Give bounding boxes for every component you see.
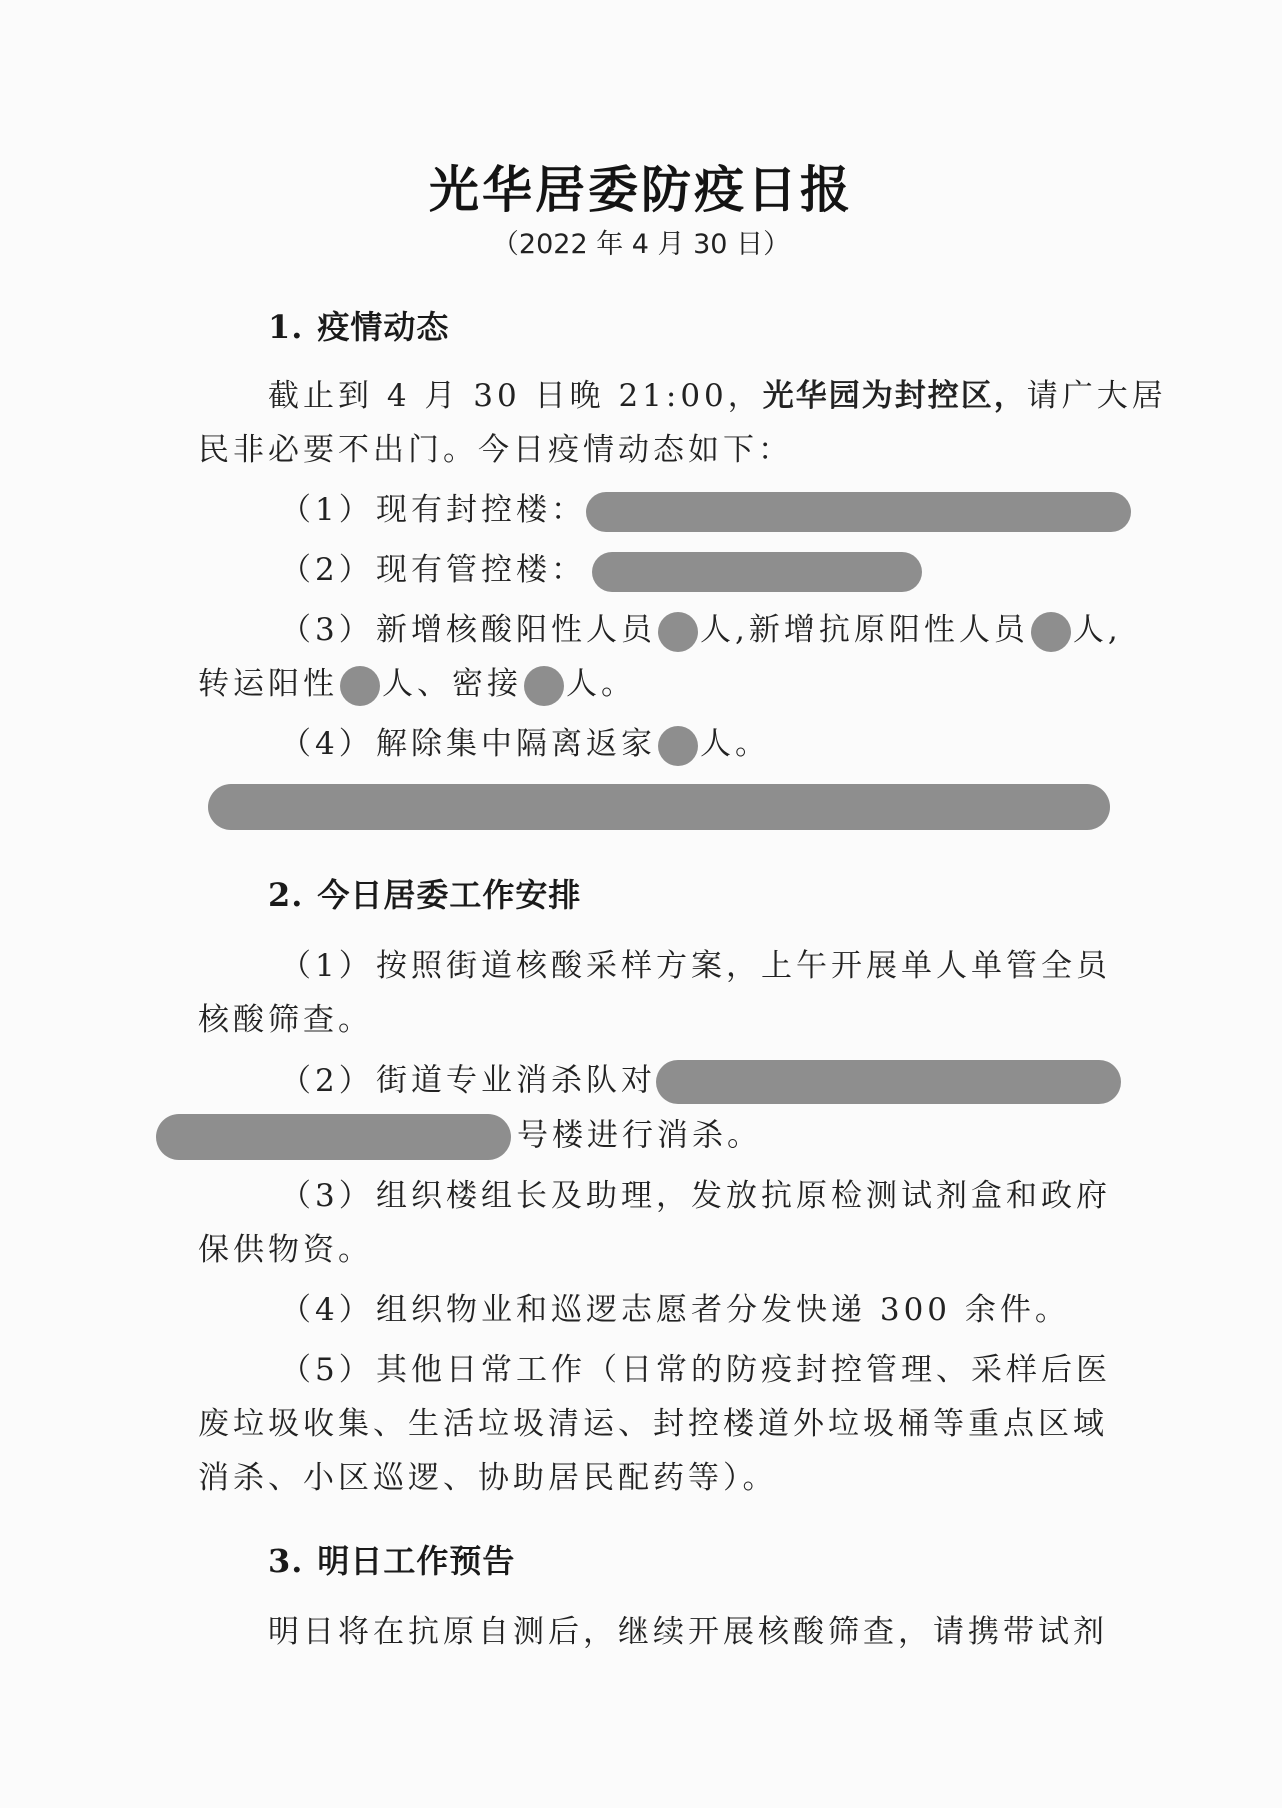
- redaction-dot: [524, 666, 564, 706]
- s2-item-3-text-a: 组织楼组长及助理，发放抗原检测试剂盒和政府: [376, 1178, 1111, 1214]
- section-2-title: 今日居委工作安排: [317, 876, 582, 914]
- section-3-title: 明日工作预告: [317, 1542, 516, 1580]
- s1-item-3-text-e: 人、密接: [382, 666, 522, 702]
- s1-p1-text-a: 截止到 4 月 30 日晚 21:00，: [268, 378, 763, 414]
- document-title: 光华居委防疫日报: [429, 161, 853, 219]
- s1-paragraph-line-1: [268, 376, 1167, 416]
- s1-item-4-text-a: 解除集中隔离返家: [376, 726, 656, 762]
- s1-item-3-index: （3）: [280, 612, 374, 648]
- s2-item-4-text-a: 组织物业和巡逻志愿者分发快递 300 余件。: [376, 1292, 1070, 1328]
- s2-item-3-index: （3）: [280, 1178, 374, 1214]
- s2-item-5-line-3: 消杀、小区巡逻、协助居民配药等）。: [198, 1460, 778, 1496]
- s1-item-2-index: （2）: [280, 552, 374, 588]
- s2-item-1-line-2: 核酸筛查。: [198, 1002, 373, 1038]
- document-date: （2022 年 4 月 30 日）: [491, 229, 791, 260]
- s2-item-1-text-a: 按照街道核酸采样方案，上午开展单人单管全员: [376, 948, 1111, 984]
- s2-item-3-line-2: 保供物资。: [198, 1232, 373, 1268]
- s1-item-1-text: 现有封控楼：: [376, 492, 586, 528]
- s2-item-4-index: （4）: [280, 1292, 374, 1328]
- s2-item-5-line-2: 废垃圾收集、生活垃圾清运、封控楼道外垃圾桶等重点区域: [198, 1406, 1108, 1442]
- s2-item-5-line-1: [280, 1350, 1111, 1390]
- s1-item-4-index: （4）: [280, 726, 374, 762]
- s1-item-3-text-c: 人,: [1072, 612, 1122, 648]
- s1-item-2-text: 现有管控楼：: [376, 552, 586, 588]
- s1-item-3-text-f: 人。: [566, 666, 636, 702]
- redaction-mark: [586, 492, 1131, 532]
- redaction-mark: [656, 1060, 1121, 1104]
- s2-item-2-index: （2）: [280, 1062, 374, 1099]
- s1-item-4-text-b: 人。: [700, 726, 770, 762]
- s1-p1-bold-text: 光华园为封控区，: [762, 378, 1027, 414]
- s1-item-3-line-2: [198, 664, 636, 706]
- s2-item-4: [280, 1290, 1070, 1330]
- redaction-dot: [340, 666, 380, 706]
- s2-item-5-index: （5）: [280, 1352, 374, 1388]
- s2-item-1-line-1: [280, 946, 1111, 986]
- s1-item-3-text-a: 新增核酸阳性人员: [376, 612, 656, 648]
- section-1-title: 疫情动态: [317, 308, 450, 346]
- s2-item-5-text-a: 其他日常工作（日常的防疫封控管理、采样后医: [376, 1352, 1111, 1388]
- s1-p1-text-b: 请广大居: [1026, 378, 1167, 414]
- redaction-bar: [208, 784, 1110, 830]
- redaction-dot: [1031, 612, 1071, 652]
- s1-item-3-text-d: 转运阳性: [198, 666, 338, 702]
- section-3-heading: [268, 1536, 515, 1582]
- s1-item-3-line-1: [280, 610, 1122, 652]
- s3-paragraph-line-1: 明日将在抗原自测后，继续开展核酸筛查，请携带试剂: [268, 1614, 1108, 1650]
- section-3-number: 3.: [268, 1542, 304, 1580]
- s1-paragraph-line-2: 民非必要不出门。今日疫情动态如下：: [198, 432, 793, 468]
- section-1-number: 1.: [268, 308, 304, 346]
- redaction-mark: [156, 1114, 511, 1160]
- s1-item-2: [280, 550, 922, 592]
- section-2-heading: [268, 870, 581, 916]
- s2-item-3-line-1: [280, 1176, 1111, 1216]
- section-1-heading: [268, 302, 449, 348]
- s2-item-2-line-1: [280, 1060, 1121, 1104]
- s1-item-3-text-b: 人,新增抗原阳性人员: [700, 612, 1029, 648]
- s2-item-2-line-2: [156, 1114, 762, 1160]
- redaction-mark: [592, 552, 922, 592]
- s2-item-1-index: （1）: [280, 948, 374, 984]
- s1-item-1-index: （1）: [280, 492, 374, 528]
- s1-item-1: [280, 490, 1131, 532]
- section-2-number: 2.: [268, 876, 304, 914]
- s1-item-4: [280, 724, 770, 766]
- redaction-dot: [658, 726, 698, 766]
- redaction-dot: [658, 612, 698, 652]
- s2-item-2-text-b: 号楼进行消杀。: [517, 1117, 762, 1154]
- s2-item-2-text-a: 街道专业消杀队对: [376, 1062, 656, 1099]
